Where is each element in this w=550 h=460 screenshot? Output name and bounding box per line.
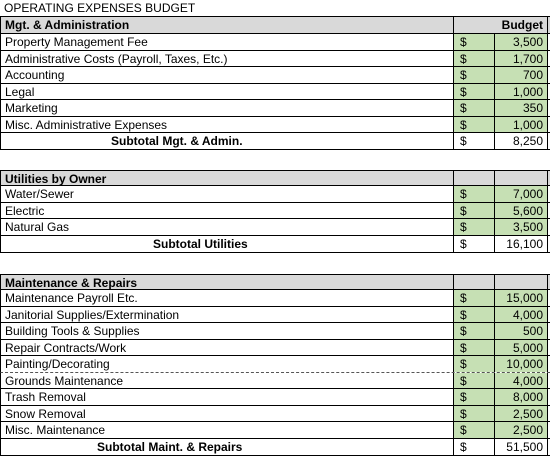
line-item-amount: 5,600 xyxy=(495,203,548,219)
subtotal-label: Subtotal Maint. & Repairs xyxy=(97,439,243,454)
line-item-label: Snow Removal xyxy=(5,406,86,421)
section-heading: Utilities by Owner xyxy=(5,172,107,185)
currency-symbol: $ xyxy=(453,133,495,149)
currency-symbol: $ xyxy=(453,373,495,389)
line-item-label: Misc. Maintenance xyxy=(5,423,106,437)
line-item-label: Accounting xyxy=(5,68,65,82)
line-item-label: Electric xyxy=(5,203,45,218)
currency-symbol: $ xyxy=(453,34,495,50)
currency-symbol: $ xyxy=(453,219,495,235)
section-heading: Mgt. & Administration xyxy=(5,18,130,32)
title-row xyxy=(0,0,550,17)
line-item-label: Administrative Costs (Payroll, Taxes, Etc.) xyxy=(5,51,228,66)
line-item-row xyxy=(0,323,550,340)
currency-symbol: $ xyxy=(453,290,495,306)
currency-symbol: $ xyxy=(453,307,495,323)
line-item-amount: 1,000 xyxy=(495,84,548,100)
subtotal-amount: 16,100 xyxy=(495,236,548,252)
currency-symbol: $ xyxy=(453,186,495,202)
currency-symbol: $ xyxy=(453,406,495,422)
budget-header-cell: Budget xyxy=(453,17,548,33)
subtotal-label: Subtotal Mgt. & Admin. xyxy=(111,134,243,148)
line-item-label: Misc. Administrative Expenses xyxy=(5,117,168,132)
line-item-row xyxy=(0,67,550,84)
line-item-amount: 3,500 xyxy=(495,219,548,235)
currency-symbol: $ xyxy=(453,340,495,356)
currency-symbol: $ xyxy=(453,84,495,100)
line-item-row xyxy=(0,100,550,117)
line-item-label: Marketing xyxy=(5,101,58,115)
line-item-row xyxy=(0,203,550,220)
line-item-label: Property Management Fee xyxy=(5,35,148,49)
amount-column xyxy=(495,275,548,289)
line-item-amount: 500 xyxy=(495,323,548,339)
line-item-label: Water/Sewer xyxy=(5,187,74,201)
line-item-amount: 4,000 xyxy=(495,307,548,323)
subtotal-amount: 51,500 xyxy=(495,439,548,455)
line-item-row xyxy=(0,117,550,134)
section-header-mgt-admin xyxy=(0,17,550,34)
line-item-amount: 7,000 xyxy=(495,186,548,202)
line-item-row xyxy=(0,186,550,203)
line-item-amount: 3,500 xyxy=(495,34,548,50)
line-item-label: Grounds Maintenance xyxy=(5,373,124,388)
section-heading: Maintenance & Repairs xyxy=(5,276,138,289)
currency-symbol: $ xyxy=(453,389,495,405)
line-item-amount: 10,000 xyxy=(495,356,548,372)
currency-symbol: $ xyxy=(453,323,495,339)
line-item-row xyxy=(0,406,550,423)
line-item-row xyxy=(0,307,550,324)
line-item-amount: 1,700 xyxy=(495,51,548,67)
line-item-row xyxy=(0,219,550,236)
subtotal-row xyxy=(0,439,550,456)
currency-symbol: $ xyxy=(453,117,495,133)
line-item-label: Repair Contracts/Work xyxy=(5,340,127,355)
section-header xyxy=(0,170,550,186)
line-item-amount: 350 xyxy=(495,100,548,116)
line-item-amount: 5,000 xyxy=(495,340,548,356)
line-item-amount: 1,000 xyxy=(495,117,548,133)
line-item-row xyxy=(0,84,550,101)
line-item-row xyxy=(0,356,550,373)
subtotal-row xyxy=(0,133,550,150)
line-item-amount: 8,000 xyxy=(495,389,548,405)
line-item-row xyxy=(0,422,550,439)
sheet-title: OPERATING EXPENSES BUDGET xyxy=(4,1,196,15)
line-item-row xyxy=(0,389,550,406)
line-item-row xyxy=(0,340,550,357)
line-item-label: Trash Removal xyxy=(5,390,86,404)
line-item-amount: 2,500 xyxy=(495,406,548,422)
line-item-label: Building Tools & Supplies xyxy=(5,324,140,338)
line-item-amount: 700 xyxy=(495,67,548,83)
line-item-label: Natural Gas xyxy=(5,220,70,234)
currency-symbol: $ xyxy=(453,67,495,83)
line-item-label: Janitorial Supplies/Extermination xyxy=(5,307,180,322)
dollar-column xyxy=(453,171,495,185)
line-item-row xyxy=(0,51,550,68)
subtotal-amount: 8,250 xyxy=(495,133,548,149)
amount-column xyxy=(495,171,548,185)
currency-symbol: $ xyxy=(453,51,495,67)
currency-symbol: $ xyxy=(453,100,495,116)
currency-symbol: $ xyxy=(453,422,495,438)
line-item-row xyxy=(0,290,550,307)
line-item-label: Maintenance Payroll Etc. xyxy=(5,291,138,305)
subtotal-row xyxy=(0,236,550,253)
currency-symbol: $ xyxy=(453,439,495,455)
dollar-column xyxy=(453,275,495,289)
subtotal-label: Subtotal Utilities xyxy=(153,236,248,251)
currency-symbol: $ xyxy=(453,236,495,252)
line-item-row xyxy=(0,373,550,390)
line-item-row xyxy=(0,34,550,51)
line-item-label: Legal xyxy=(5,84,35,99)
line-item-amount: 15,000 xyxy=(495,290,548,306)
section-header xyxy=(0,274,550,290)
currency-symbol: $ xyxy=(453,203,495,219)
currency-symbol: $ xyxy=(453,356,495,372)
line-item-label: Painting/Decorating xyxy=(5,357,110,371)
line-item-amount: 4,000 xyxy=(495,373,548,389)
line-item-amount: 2,500 xyxy=(495,422,548,438)
